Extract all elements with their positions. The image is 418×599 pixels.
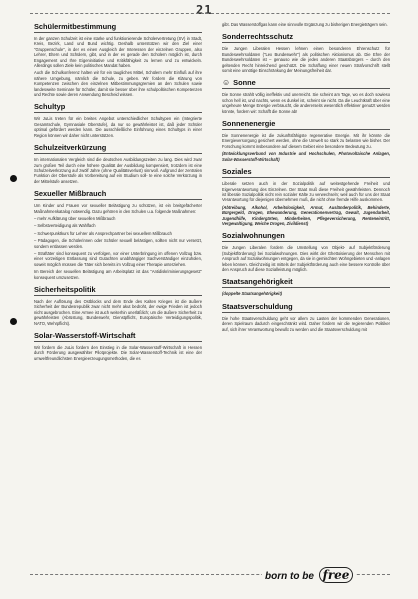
section	[222, 231, 390, 272]
section	[34, 22, 202, 97]
section-heading	[222, 302, 390, 313]
paragraph: Die Jungen Liberalen Hessen lehnen einen besonderen Ehrenschutz für Bundeswehrsoldaten ("Lex Bundeswehr") als politischen Aktionismus ab. Die Ehre der Bundeswehrsoldaten ist – genauso wie die jedes anderen Staatsbürgers – durch den geltenden Recht hinreichend geschützt. Die Schaffung einer neuen Strafvorschrift stellt somit eine unnötige Einschränkung der Meinungsfreiheit dar.	[222, 46, 390, 74]
paragraph: – Straftäter sind konsequent zu verfolgen, vor einer Unterbringung im offenen Vollzug bzw. einer vorzeitigen Entlassung sind Gutachten unabhängiger Sachverständiger einzuholen, soweit möglich müssen die Täter sich bereits im Vollzug einer Therapie unterziehen.	[34, 250, 202, 267]
section-heading	[222, 277, 390, 288]
section-heading-text: Sicherheitspolitik	[34, 285, 96, 294]
paragraph: (doppelte Staatsangehörigkeit)	[222, 291, 283, 297]
slogan-text: born to be	[265, 571, 314, 582]
section	[222, 167, 390, 226]
paragraph: Um Kinder und Frauen vor sexueller Belästigung zu schützen, ist ein breitgefächerter Maßnahmenkatalog notwendig. Dazu gehören in den Schulen u.a. folgende Maßnahmen:	[34, 203, 202, 214]
section-heading	[222, 32, 390, 43]
sun-icon: ☺	[222, 78, 231, 88]
section	[222, 32, 390, 73]
paragraph: Nach der Auflösung des Ostblocks und dem Ende des Kalten Krieges ist die äußere Sicherheit der Bundesrepublik zwar nicht mehr akut bedroht, der ewige Frieden ist jedoch nicht ausgebrochen. Eine Armee ist auch weiterhin unerläßlich; um die äußere Sicherheit zu gewährleisten (Abrüstung, Bundeswehr, Dienstpflicht, Europäische Verteidigungspolitik, NATO, Wehrpflicht).	[34, 299, 202, 326]
paragraph: Die Jungen Liberalen fordern die Umstellung von Objekt- auf Subjektförderung (Subjektförderung) bei Sozialwohnungen. Dies wirkt der Ghettoisierung der Menschen mit Anspruch auf Sozialwohnungen entgegen, da sie in gemischten Wohngebieten und -anlagen leben können. Gleichzeitig ist mittels der Subjektförderung auch eine bessere Kontrolle über den Anspruch auf diese Sozialleistung möglich.	[222, 245, 390, 272]
footer-slogan	[262, 568, 356, 582]
section-heading	[222, 231, 390, 242]
left-column	[34, 22, 202, 366]
section-heading	[222, 119, 390, 130]
section	[222, 277, 390, 296]
section-heading-text: Sonnenenergie	[222, 119, 276, 129]
section-heading	[34, 143, 202, 154]
section-heading-text: Schülermitbestimmung	[34, 22, 117, 31]
section	[222, 119, 390, 162]
paragraph: Auch die Schulkonferenz halten wir für ein taugliches Mittel, Schülern mehr Einfluß auf ihre nähere Umgebung, nämlich die Schule, zu geben. Wir fordern die Klärung von Kompetenzen zwischen den einzelnen Mitbestimmungsgremien an den Schulen sowie landesweite Seminare für Schüler, damit sie besser über ihre schulpolitischen Kompetenzen und Rechte sowie deren Anwendung Bescheid wissen.	[34, 70, 202, 98]
section-heading-text: Sozialwohnungen	[222, 231, 285, 241]
paragraph: Wir JuLis treten für ein breites Angebot unterschiedlicher Schultypen ein (Integrierte Gesamtschule, Gymnasiale Oberstufe), da nur so gewährleistet ist, daß jeder Schüler optimal gefördert werden kann. Die ausschließliche Einführung eines Schultyps in einer Region können wir daher nicht unterstützen.	[34, 116, 202, 138]
section-heading-text: Sonne	[233, 78, 256, 88]
section-heading-text: Soziales	[222, 167, 252, 177]
section	[222, 302, 390, 332]
slogan-highlight: free	[319, 567, 354, 583]
section	[222, 22, 390, 27]
paragraph: In der ganzen Schulzeit ist eine starke und funktionierende Schülervertretung (SV) in Stadt, Kreis, Bezirk, Land und Bund wichtig. Deshalb unterstützen wir den Ziel einer "Gruppenschule", in der es einen Ausgleich der Interessen der einzelnen Gruppen, also Lehrer, Eltern und Schülern, gibt, und in der es gerade den Schülern möglich ist, durch Engagement und Ihre Eigeninitiative und Kritikfähigkeit zu lernen und zu entwickeln. Allerdings sollen Ziele kein politisches Mandat haben.	[34, 36, 202, 69]
section-heading-text: Schultyp	[34, 102, 66, 112]
paragraph: Wir fordern die JuLis fordern den Einstieg in die Solar-Wasserstoff-Wirtschaft in Hessen durch Förderung ausgewählter Pilotprojekte. Die Solar-Wasserstoff-Technik ist eine der umweltfreundlichsten Energieerzeugungsmethoden, die es	[34, 345, 202, 361]
paragraph: – Selbstverteidigung als Wahlfach	[34, 223, 96, 229]
section-heading-text: Solar-Wasserstoff-Wirtschaft	[34, 331, 136, 341]
paragraph: Im internationalen Vergleich sind die deutschen Ausbildungszeiten zu lang. Dies wird zwar zum großen Teil durch eine höhere Qualität der Ausbildung kompensiert, trotzdem ist eine Schulzeitverkürzung auf zwölf Jahre (ohne Qualitätsverlust) sinnvoll. Aufgrund der zentralen Funktion der Oberstufe als Vorbereitung auf ein Studium soll- te eine solche Verkürzung in der Mittelstufe ansetzen.	[34, 157, 202, 184]
section	[34, 331, 202, 361]
paragraph: Die Sonnenenergie ist die zukunftsfähigste regenerative Energie. Mit ihr könnte die Energieversorgung gesichert werden, ohne die Umwelt so stark zu belasten wie bisher. Der Forschung kommt insbesondere auf diesem Gebiet eine besondere Bedeutung zu.	[222, 133, 390, 149]
page-number: 21	[196, 3, 213, 17]
paragraph: Im Bereich der sexuellen Belästigung am Arbeitsplatz ist das "Antidiskriminierungsgesetz" konsequent umzusetzen.	[34, 269, 202, 280]
paragraph: (Entwicklungsverbund von Industrie und Hochschulen, Photovoltaische Anlagen, Solar-Wasserstoff-Wirtschaft)	[222, 151, 390, 162]
section-heading	[34, 285, 202, 296]
section-heading-text: Sonderrechtsschutz	[222, 32, 294, 42]
section-heading-text: Schulzeitverkürzung	[34, 143, 107, 153]
section	[34, 189, 202, 280]
section	[34, 143, 202, 184]
paragraph: Liberale setzen auch in der Sozialpolitik auf weitestgehende Freiheit und Eigenverantwortung des Einzelnen. Der Staat muß diese Freiheit gewährleisten. Dennoch ist liberale Sozialpolitik nicht rein sozialer Kälte zu verwechseln; weil auch für uns der Staat Verantwortung für diejenigen übernehmen muß, die nicht ohne fremde Hilfe auskommen.	[222, 181, 390, 203]
section-heading-text: Staatsverschuldung	[222, 301, 293, 311]
paragraph: – mehr Aufklärung über sexuellen Mißbrauch	[34, 215, 116, 221]
section-heading	[34, 331, 202, 342]
punch-hole-top	[10, 175, 17, 182]
section	[222, 78, 390, 114]
paragraph: gibt. Das Wasserstoffgas kann eine sinnvolle Ergänzung zu bisherigen Energieträgern sein.	[222, 22, 388, 27]
punch-hole-bottom	[10, 318, 17, 325]
section-heading	[34, 102, 202, 113]
paragraph: Die Sonne strahlt völlig ineffektiv und unerreicht. Sie scheint am Tage, wo es doch sowieso schon hell ist, und nachts, wenn es dunkel ist, scheint sie nicht. Da die Leuchtkraft über eine ungeheure Menge Energie verbraucht, die andererseits wesentlich effektiver genutzt werden könnte, fordern wir: Schafft die Sonne ab!	[222, 92, 390, 114]
section-heading	[34, 189, 202, 200]
section	[34, 285, 202, 326]
paragraph: (Abtreibung, Alkohol, Arbeitslosigkeit, Armut, Ausländerpolitik, Behinderte, Bürgergeld, Drogen, Ehewanderung, Generationenvertrag, Gewalt, Jugendarbeit, Jugendhilfe, Kindergärten, Minderheiten, Pflegeversicherung, Renteneintritt, Vergewaltigung, Weiche Drogen, Zivildienst)	[222, 204, 390, 226]
paragraph: Die hohe Staatsverschuldung geht vor allem zu Lasten der kommenden Generationen, deren Spielraum dadurch eingeschränkt wird. Daher fordern wir die regierenden Politiker auf, sich ihrer Verantwortung bewußt zu werden und die Staatsverschuldung mit	[222, 315, 390, 332]
section-heading-text: Sexueller Mißbrauch	[34, 189, 107, 199]
section-heading	[222, 78, 390, 89]
header-rule	[30, 13, 390, 14]
section-heading	[34, 22, 202, 33]
section	[34, 102, 202, 138]
paragraph: – Schwerpunktkurs für Lehrer als Ansprechpartner bei sexuellem Mißbrauch	[34, 230, 172, 236]
section-heading	[222, 167, 390, 178]
paragraph: – Pädagogen, die Schülerinnen oder Schüler sexuell belästigen, sollten nicht nur versetzt, sondern entlassen werden.	[34, 238, 202, 249]
right-column	[222, 22, 390, 337]
section-heading-text: Staatsangehörigkeit	[222, 277, 293, 287]
